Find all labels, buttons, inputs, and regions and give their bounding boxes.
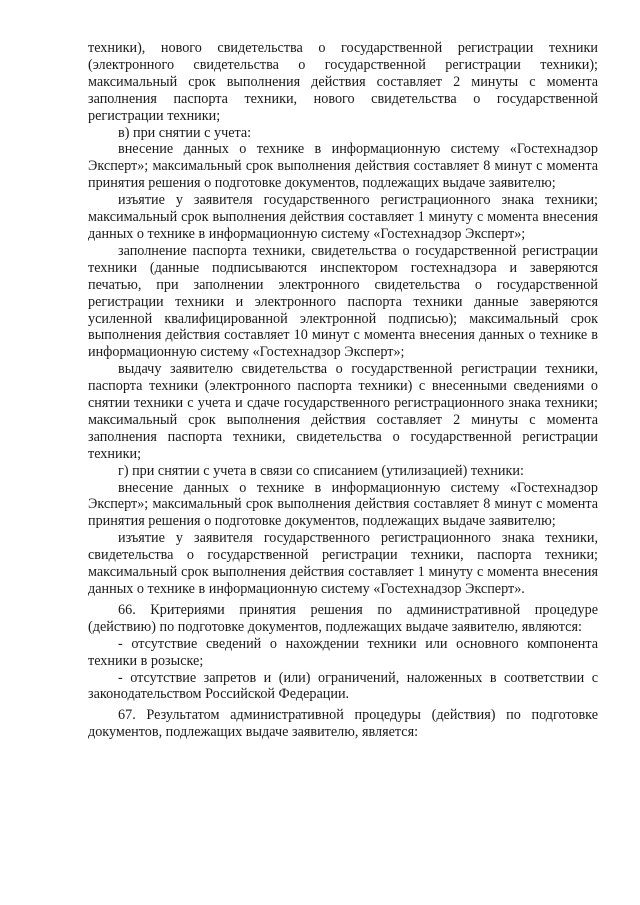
paragraph-plate-removal: изъятие у заявителя государственного регистрационного знака техники; максимальный срок выполнения действия составляет 1 минуту с момента внесения данных о технике в информационную систему «Гостехнадзор Эксперт»; [88,192,598,242]
paragraph-continuation: техники), нового свидетельства о государственной регистрации техники (электронного свидетельства о государственной регистрации техники); максимальный срок выполнения действия составляет 2 минуты с момента заполнения паспорта техники, нового свидетельства о государственной регистрации техники; [88,40,598,124]
paragraph-documents-removal: изъятие у заявителя государственного регистрационного знака техники, свидетельства о государственной регистрации техники, паспорта техники; максимальный срок выполнения действия составляет 1 минуту с момента внесения данных о технике в информационную систему «Гостехнадзор Эксперт». [88,530,598,597]
paragraph-passport-filling: заполнение паспорта техники, свидетельства о государственной регистрации техники (данные подписываются инспектором гостехнадзора и заверяются печатью, при заполнении электронного свидетельства о государственной регистрации техники и электронного паспорта техники данные заверяются усиленной квалифицированной электронной подписью); максимальный срок выполнения действия составляет 10 минут с момента внесения данных о технике в информационную систему «Гостехнадзор Эксперт»; [88,242,598,361]
criteria-item-1: - отсутствие сведений о нахождении техники или основного компонента техники в розыске; [88,635,598,669]
paragraph-66: 66. Критериями принятия решения по административной процедуре (действию) по подготовке документов, подлежащих выдаче заявителю, являются: [88,601,598,635]
paragraph-67: 67. Результатом административной процедуры (действия) по подготовке документов, подлежащих выдаче заявителю, является: [88,707,598,741]
subsection-v-heading: в) при снятии с учета: [118,124,252,141]
paragraph-data-entry: внесение данных о технике в информационную систему «Гостехнадзор Эксперт»; максимальный срок выполнения действия составляет 8 минут с момента принятия решения о подготовке документов, подлежащих выдаче заявителю; [88,141,598,192]
subsection-g-heading: г) при снятии с учета в связи со списанием (утилизацией) техники: [118,462,524,479]
paragraph-data-entry-writeoff: внесение данных о технике в информационную систему «Гостехнадзор Эксперт»; максимальный срок выполнения действия составляет 8 минут с момента принятия решения о подготовке документов, подлежащих выдаче заявителю; [88,479,598,530]
document-page [88,40,598,741]
paragraph-issuance: выдачу заявителю свидетельства о государственной регистрации техники, паспорта техники (электронного паспорта техники) с внесенными сведениями о снятии техники с учета и сдаче государственного регистрационного знака техники; максимальный срок выполнения действия составляет 2 минуты с момента заполнения паспорта техники, свидетельства о государственной регистрации техники; [88,361,598,462]
criteria-item-2: - отсутствие запретов и (или) ограничений, наложенных в соответствии с законодательством Российской Федерации. [88,669,598,703]
